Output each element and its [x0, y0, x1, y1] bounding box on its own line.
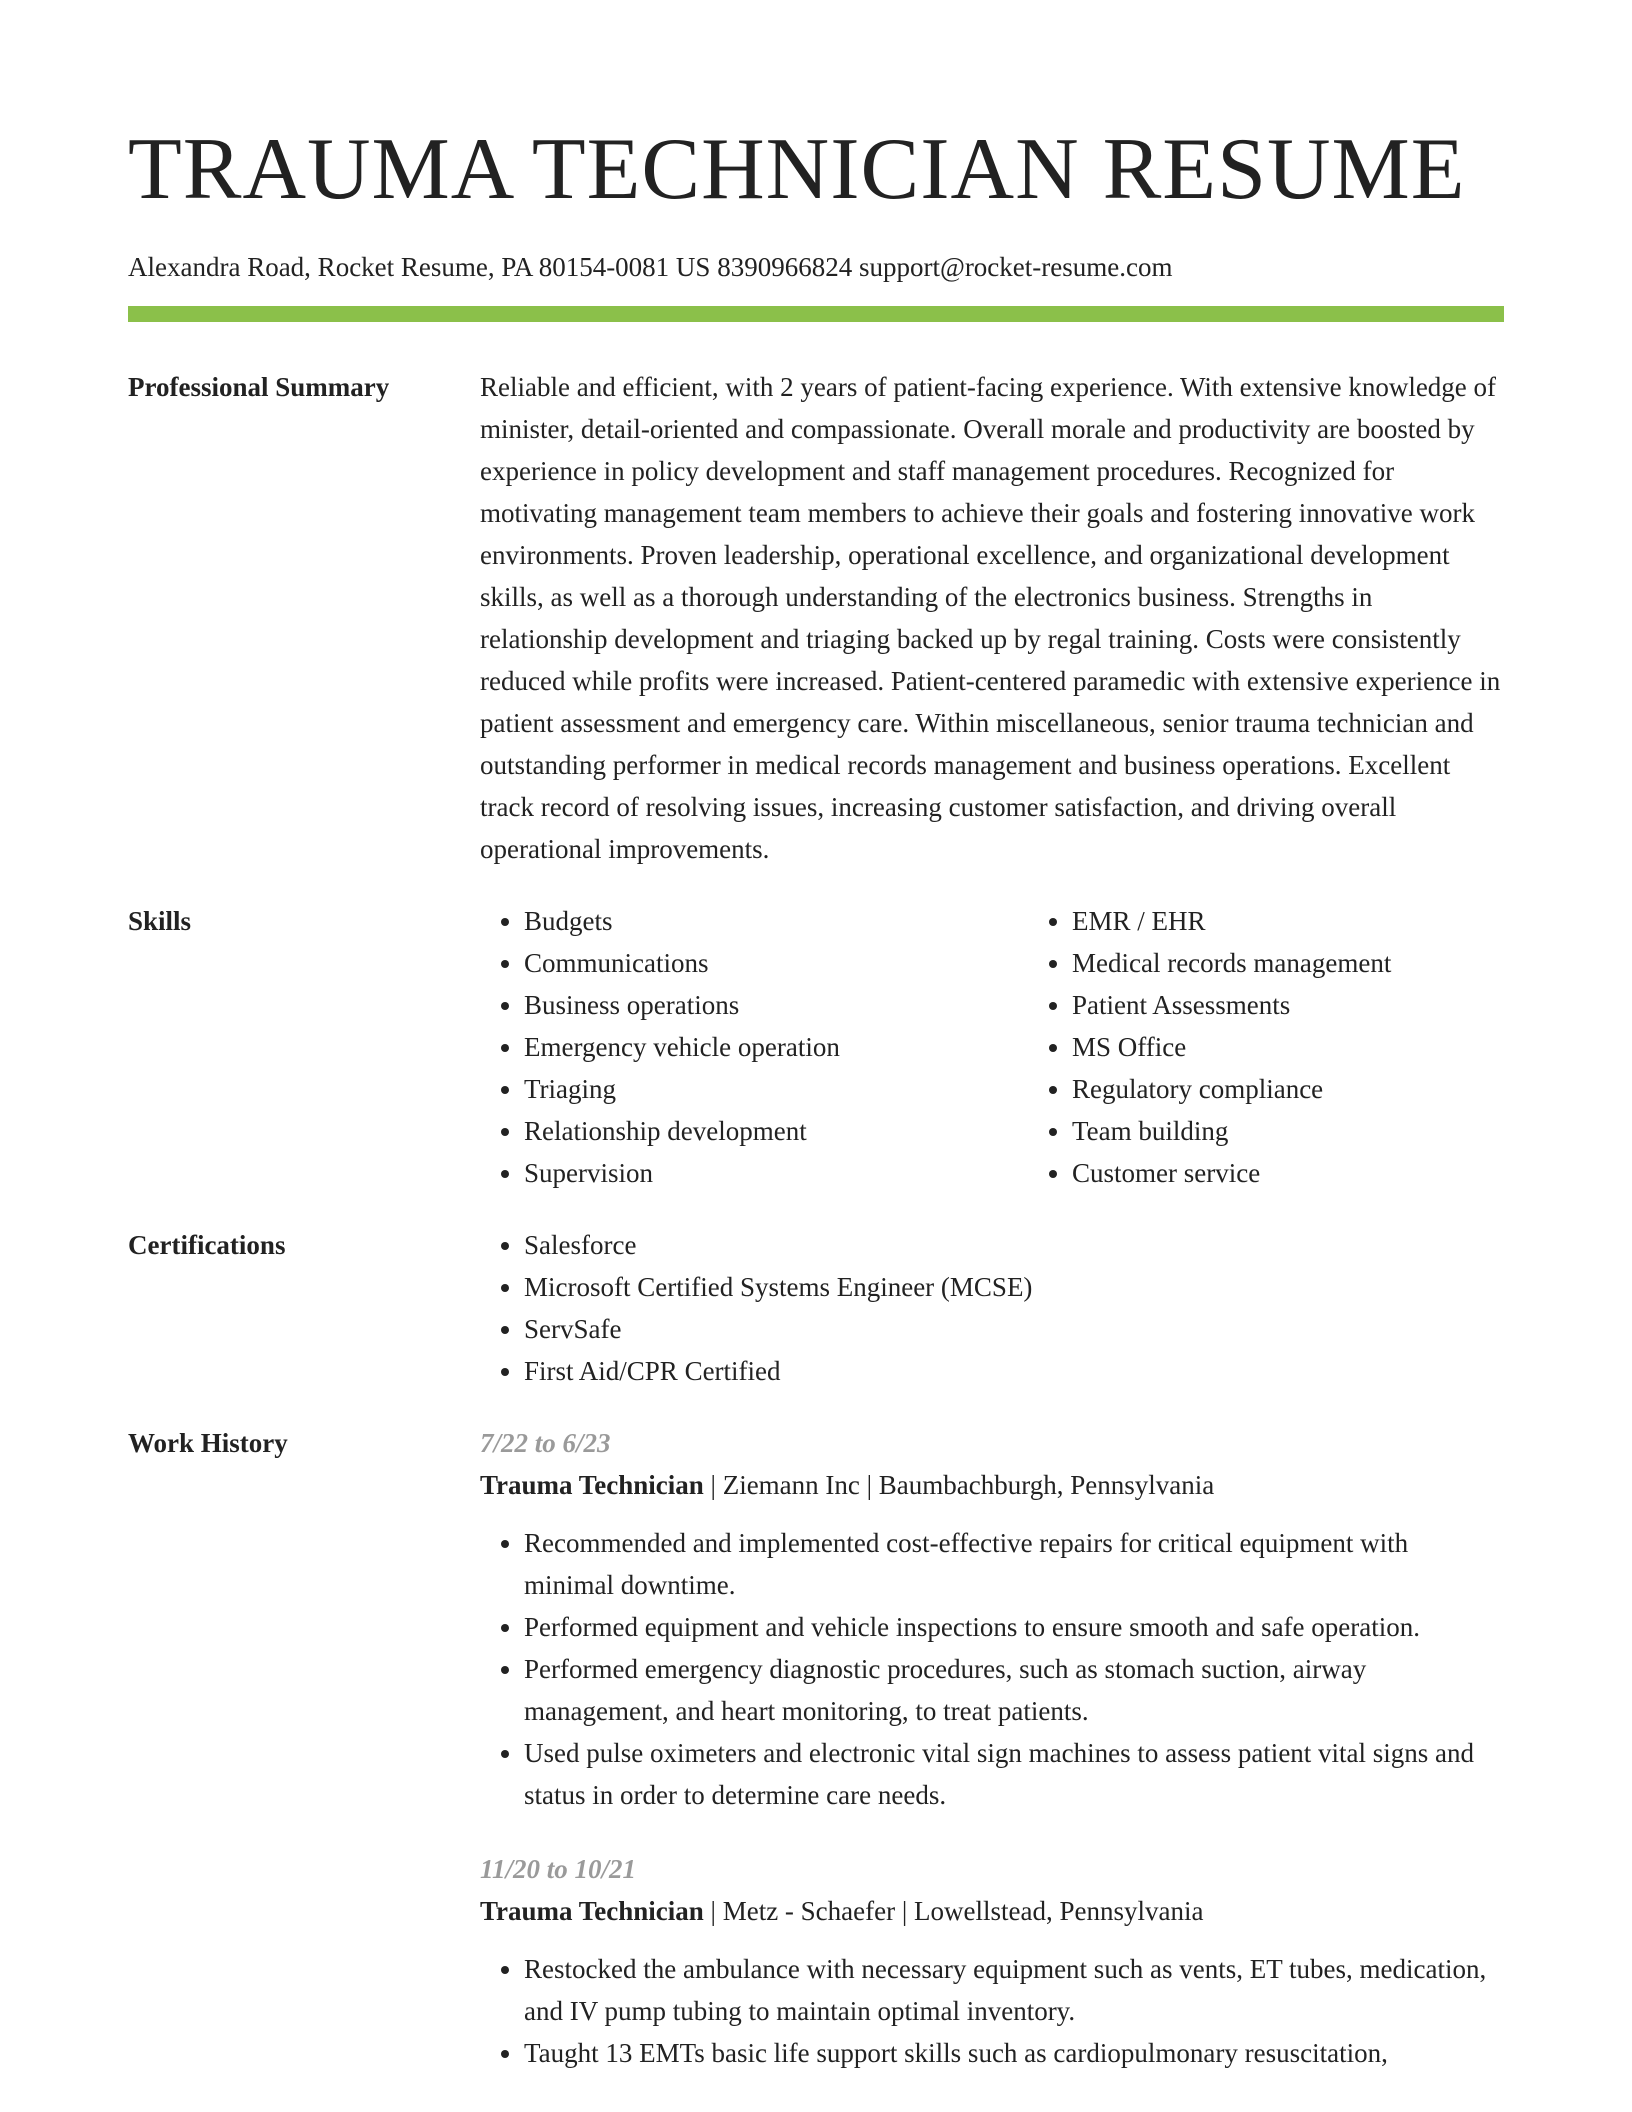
job-bullet: • Performed emergency diagnostic procedures, such as stomach suction, airway management, and heart monitoring, to treat patients.: [524, 1648, 1504, 1732]
skills-label: Skills: [128, 906, 192, 936]
certification-item: • First Aid/CPR Certified: [524, 1350, 1504, 1392]
summary-label: Professional Summary: [128, 372, 390, 402]
work-history-section: [128, 1422, 1504, 2106]
job-bullet: • Taught 13 EMTs basic life support skills such as cardiopulmonary resuscitation,: [524, 2032, 1504, 2074]
job-bullets: [480, 1948, 1504, 2074]
skills-list-right: [1028, 900, 1576, 1194]
certification-item: • Microsoft Certified Systems Engineer (MCSE): [524, 1266, 1504, 1308]
certifications-list: [480, 1224, 1504, 1392]
certifications-section: [128, 1224, 1504, 1392]
skill-item: • Medical records management: [1072, 942, 1576, 984]
skill-item: • Communications: [524, 942, 1028, 984]
summary-text: Reliable and efficient, with 2 years of patient-facing experience. With extensive knowledge of minister, detail-oriented and compassionate. Overall morale and productivity are boosted by experience in policy development and staff management procedures. Recognized for motivating management team members to achieve their goals and fostering innovative work environments. Proven leadership, operational excellence, and organizational development skills, as well as a thorough understanding of the electronics business. Strengths in relationship development and triaging backed up by regal training. Costs were consistently reduced while profits were increased. Patient-centered paramedic with extensive experience in patient assessment and emergency care. Within miscellaneous, senior trauma technician and outstanding performer in medical records management and business operations. Excellent track record of resolving issues, increasing customer satisfaction, and driving overall operational improvements.: [480, 372, 1501, 864]
job-bullet: • Recommended and implemented cost-effective repairs for critical equipment with minimal downtime.: [524, 1522, 1504, 1606]
contact-line: Alexandra Road, Rocket Resume, PA 80154-0081 US 8390966824 support@rocket-resume.com: [128, 252, 1173, 282]
skill-item: • Business operations: [524, 984, 1028, 1026]
job-heading: [480, 1464, 1504, 1506]
job-entry: [480, 1848, 1504, 2074]
job-bullet: • Used pulse oximeters and electronic vital sign machines to assess patient vital signs and status in order to determine care needs.: [524, 1732, 1504, 1816]
summary-section: [128, 366, 1504, 870]
skill-item: • Customer service: [1072, 1152, 1576, 1194]
skill-item: • Team building: [1072, 1110, 1576, 1152]
job-date: 11/20 to 10/21: [480, 1854, 637, 1884]
skill-item: • Supervision: [524, 1152, 1028, 1194]
skill-item: • Budgets: [524, 900, 1028, 942]
resume-title: TRAUMA TECHNICIAN RESUME: [128, 121, 1466, 218]
job-title: Trauma Technician: [480, 1470, 704, 1500]
work-history-label: Work History: [128, 1428, 288, 1458]
skill-item: • Patient Assessments: [1072, 984, 1576, 1026]
skills-grid: [480, 900, 1576, 1194]
skill-item: • EMR / EHR: [1072, 900, 1576, 942]
skills-list-left: [480, 900, 1028, 1194]
certification-item: • ServSafe: [524, 1308, 1504, 1350]
skill-item: • Regulatory compliance: [1072, 1068, 1576, 1110]
job-details: | Metz - Schaefer | Lowellstead, Pennsylvania: [703, 1896, 1204, 1926]
job-entry: [480, 1422, 1504, 1816]
accent-divider: [128, 306, 1504, 322]
job-bullets: [480, 1522, 1504, 1816]
job-date: 7/22 to 6/23: [480, 1428, 611, 1458]
certification-item: • Salesforce: [524, 1224, 1504, 1266]
job-heading: [480, 1890, 1504, 1932]
skills-section: [128, 900, 1504, 1194]
skill-item: • Triaging: [524, 1068, 1028, 1110]
skill-item: • Emergency vehicle operation: [524, 1026, 1028, 1068]
skill-item: • MS Office: [1072, 1026, 1576, 1068]
job-title: Trauma Technician: [480, 1896, 704, 1926]
certifications-label: Certifications: [128, 1230, 286, 1260]
job-bullet: • Performed equipment and vehicle inspections to ensure smooth and safe operation.: [524, 1606, 1504, 1648]
job-details: | Ziemann Inc | Baumbachburgh, Pennsylvania: [703, 1470, 1215, 1500]
skill-item: • Relationship development: [524, 1110, 1028, 1152]
job-bullet: • Restocked the ambulance with necessary equipment such as vents, ET tubes, medication, and IV pump tubing to maintain optimal inventory.: [524, 1948, 1504, 2032]
